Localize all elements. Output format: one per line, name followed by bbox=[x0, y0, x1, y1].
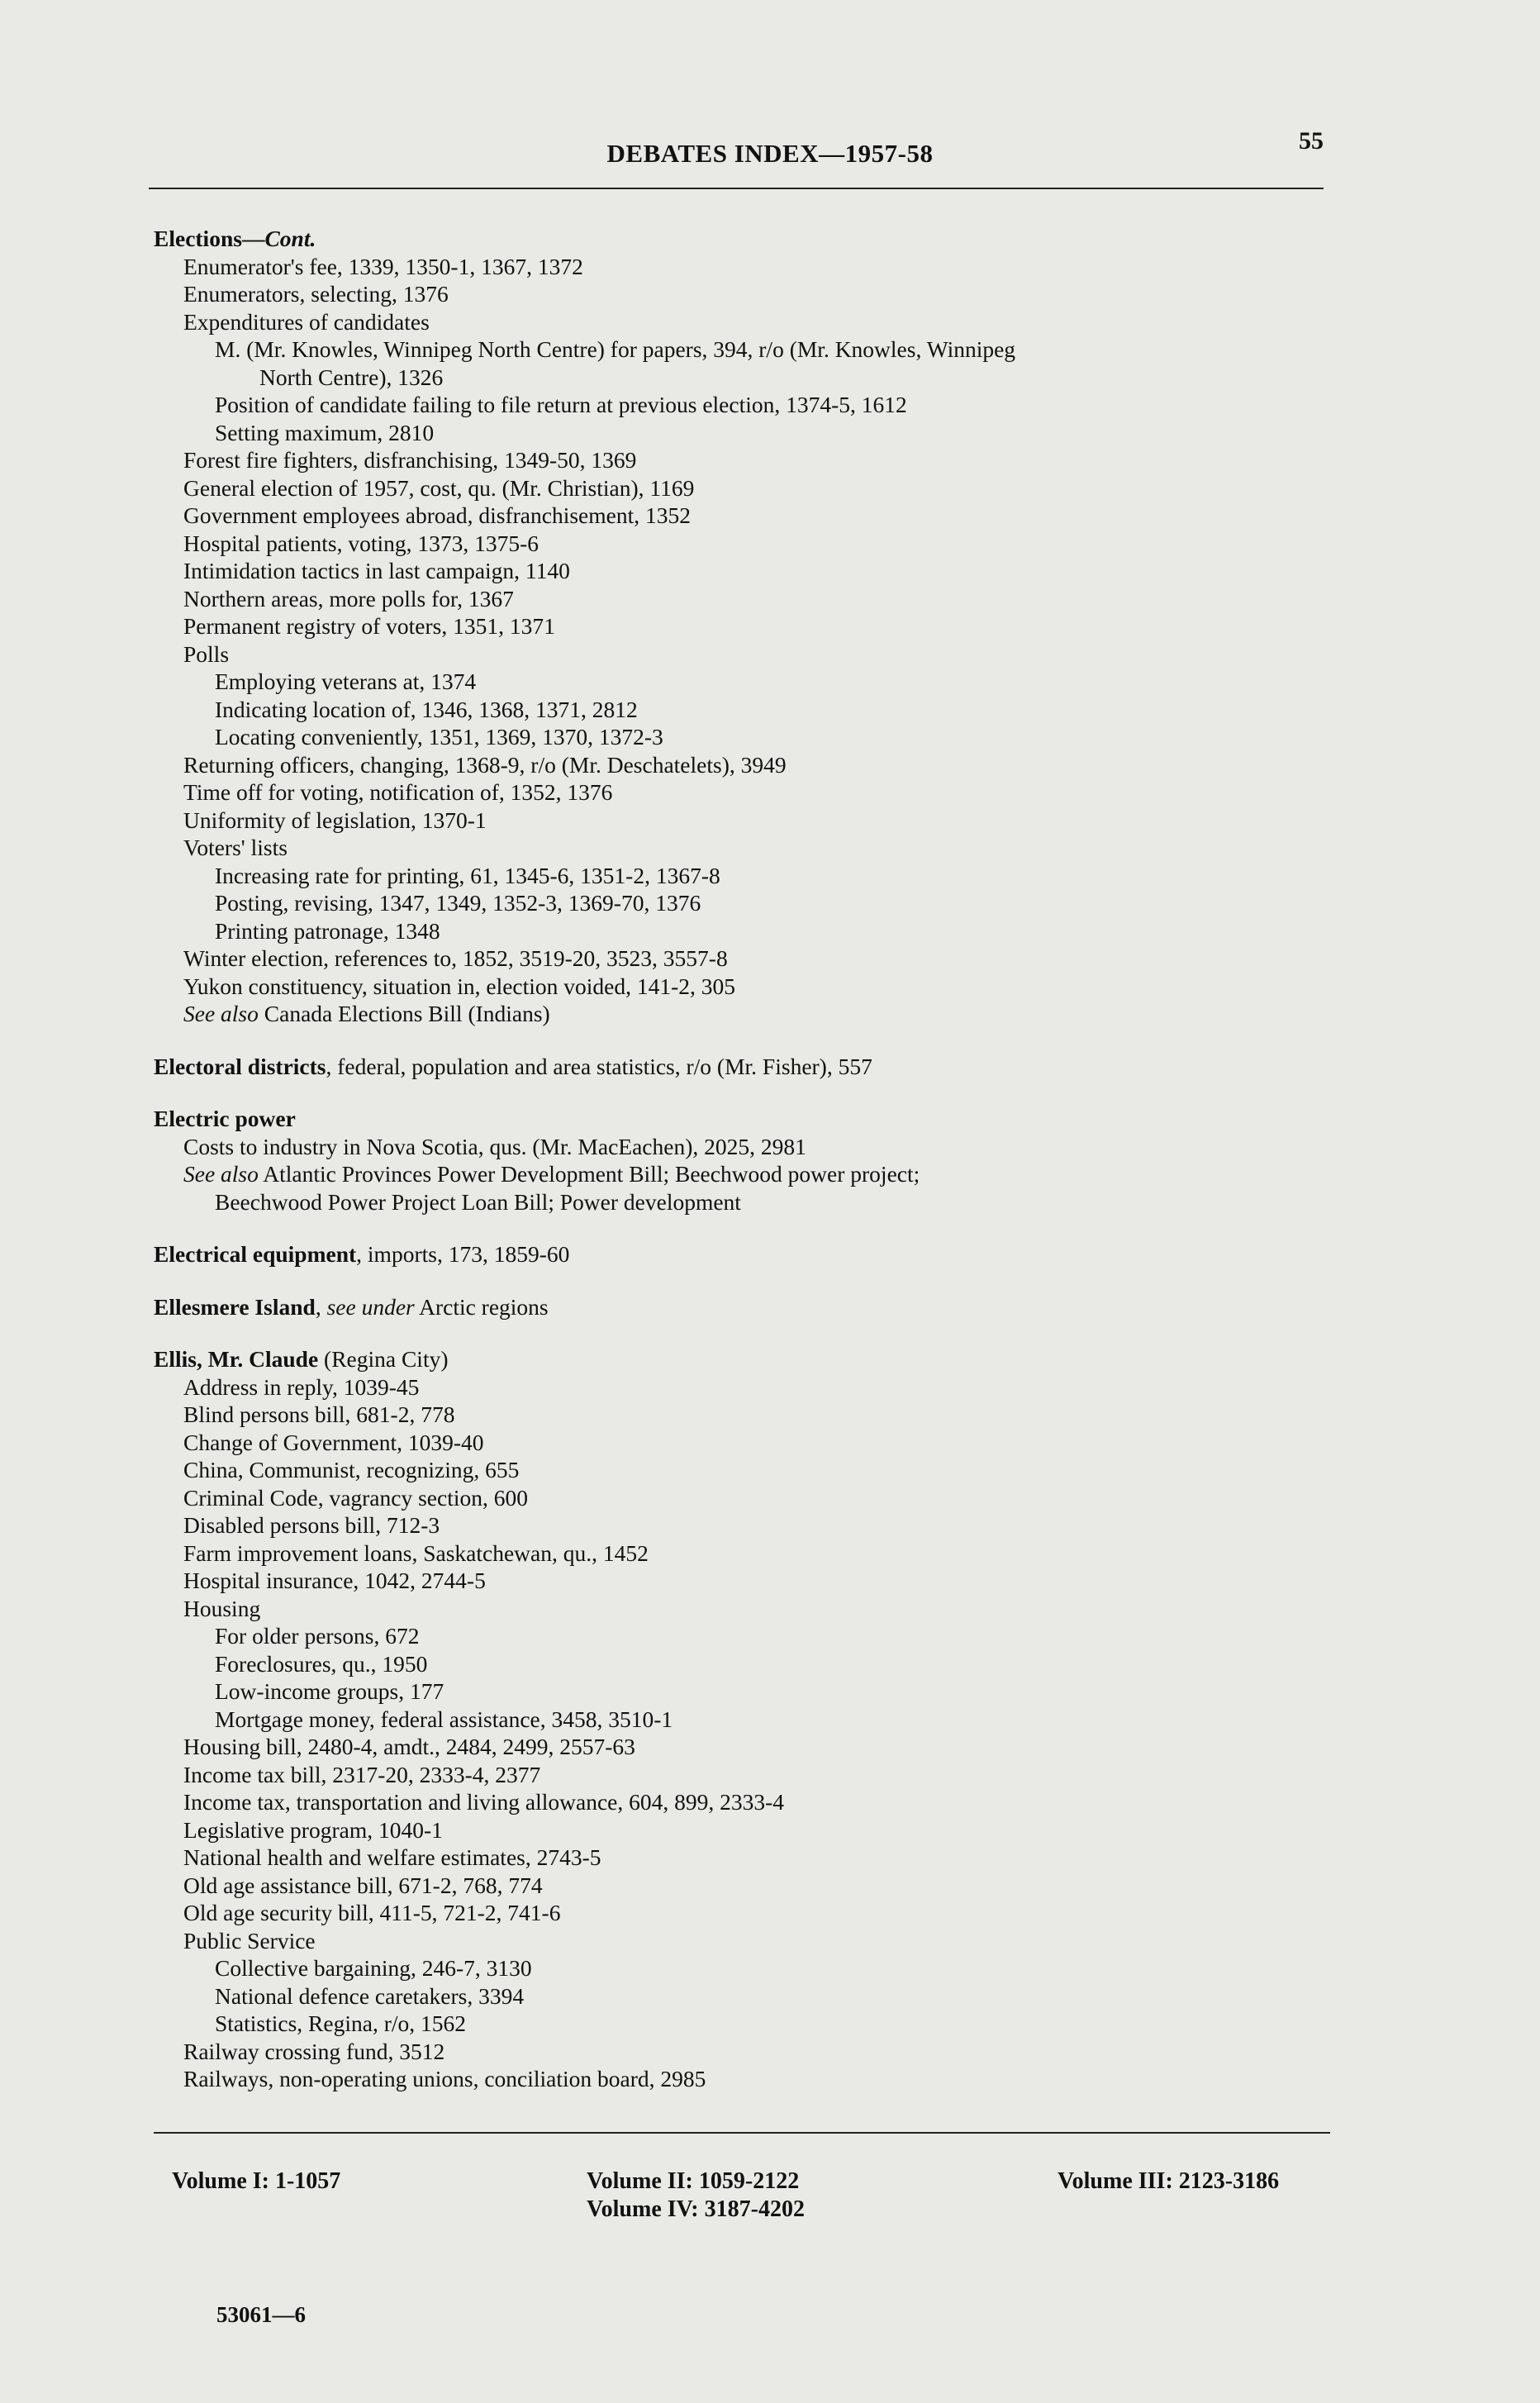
index-entry bbox=[154, 502, 1335, 530]
index-entry bbox=[154, 862, 1335, 890]
index-entry bbox=[154, 419, 1335, 447]
entry-text: Costs to industry in Nova Scotia, qus. (Mr. MacEachen), 2025, 2981 bbox=[183, 1133, 806, 1159]
heading-term: Electric power bbox=[154, 1106, 296, 1131]
entry-text: M. (Mr. Knowles, Winnipeg North Centre) for papers, 394, r/o (Mr. Knowles, Winnipeg bbox=[215, 336, 1016, 362]
index-entry bbox=[154, 1927, 1335, 1955]
entry-text: Permanent registry of voters, 1351, 1371 bbox=[183, 613, 555, 639]
entry-text: Statistics, Regina, r/o, 1562 bbox=[215, 2010, 467, 2036]
volume-2-range: Volume II: 1059-2122 bbox=[587, 2168, 800, 2194]
entry-text: Expenditures of candidates bbox=[183, 308, 430, 335]
entry-text: , imports, 173, 1859-60 bbox=[356, 1241, 570, 1267]
entry-text: Hospital patients, voting, 1373, 1375-6 bbox=[183, 530, 539, 556]
header-rule bbox=[149, 188, 1324, 189]
italic-text: Cont. bbox=[264, 226, 316, 251]
index-entry bbox=[154, 1373, 1335, 1401]
index-entry bbox=[154, 751, 1335, 779]
index-entry bbox=[154, 1761, 1335, 1789]
index-entry bbox=[154, 1816, 1335, 1844]
entry-text: Address in reply, 1039-45 bbox=[183, 1373, 420, 1400]
entry-spacer bbox=[154, 1320, 1335, 1345]
entry-text: Public Service bbox=[183, 1927, 316, 1953]
entry-text: Posting, revising, 1347, 1349, 1352-3, 1369-70, 1376 bbox=[215, 890, 701, 916]
page-title: DEBATES INDEX—1957-58 bbox=[606, 139, 934, 168]
index-entry bbox=[154, 973, 1335, 1001]
entry-text: North Centre), 1326 bbox=[259, 364, 444, 390]
entry-text: Setting maximum, 2810 bbox=[215, 419, 435, 445]
entry-text: Time off for voting, notification of, 1352, 1376 bbox=[183, 779, 613, 805]
entry-text: Yukon constituency, situation in, election voided, 141-2, 305 bbox=[183, 973, 736, 999]
entry-text: Indicating location of, 1346, 1368, 1371, 2812 bbox=[215, 696, 638, 722]
volume-4-range: Volume IV: 3187-4202 bbox=[587, 2196, 805, 2222]
index-entry bbox=[154, 668, 1335, 696]
index-heading bbox=[154, 1105, 1335, 1133]
index-entry bbox=[154, 778, 1335, 807]
index-entry bbox=[154, 1733, 1335, 1761]
index-entry bbox=[154, 1456, 1335, 1484]
entry-text: Locating conveniently, 1351, 1369, 1370, 1372-3 bbox=[215, 724, 663, 749]
heading-term: Ellis, Mr. Claude bbox=[154, 1346, 319, 1372]
index-entry bbox=[154, 1133, 1335, 1161]
entry-text: Northern areas, more polls for, 1367 bbox=[183, 585, 514, 611]
entry-text: For older persons, 672 bbox=[215, 1623, 420, 1649]
entry-text: Income tax, transportation and living allowance, 604, 899, 2333-4 bbox=[183, 1789, 785, 1815]
index-entry bbox=[154, 1622, 1335, 1650]
index-entry bbox=[154, 280, 1335, 308]
entry-text: Polls bbox=[183, 640, 230, 667]
index-heading bbox=[154, 1345, 1335, 1373]
volume-3-range: Volume III: 2123-3186 bbox=[1058, 2168, 1280, 2194]
italic-text: See also bbox=[183, 1001, 259, 1026]
index-entries bbox=[154, 225, 1335, 2093]
entry-text: Housing bbox=[183, 1595, 261, 1621]
entry-text: Railways, non-operating unions, conciliation board, 2985 bbox=[183, 2066, 706, 2091]
italic-text: see under bbox=[326, 1293, 415, 1320]
index-entry bbox=[154, 2065, 1335, 2093]
index-entry bbox=[154, 1706, 1335, 1734]
index-entry bbox=[154, 253, 1335, 281]
entry-spacer bbox=[154, 1028, 1335, 1053]
entry-text: Position of candidate failing to file return at previous election, 1374-5, 1612 bbox=[215, 392, 907, 417]
index-entry bbox=[154, 308, 1335, 336]
index-entry bbox=[154, 1484, 1335, 1512]
index-entry bbox=[154, 723, 1335, 751]
index-entry bbox=[154, 446, 1335, 474]
index-entry bbox=[154, 1595, 1335, 1623]
index-heading bbox=[154, 225, 1335, 253]
heading-term: Electrical equipment bbox=[154, 1241, 357, 1267]
entry-text: Old age assistance bill, 671-2, 768, 774 bbox=[183, 1872, 543, 1898]
entry-spacer bbox=[154, 1268, 1335, 1293]
entry-text: , bbox=[315, 1293, 327, 1320]
index-entry bbox=[154, 1954, 1335, 1982]
entry-text: China, Communist, recognizing, 655 bbox=[183, 1457, 520, 1482]
entry-text: Hospital insurance, 1042, 2744-5 bbox=[183, 1568, 486, 1593]
index-entry bbox=[154, 945, 1335, 973]
entry-text: Old age security bill, 411-5, 721-2, 741-6 bbox=[183, 1900, 561, 1925]
index-entry bbox=[154, 2010, 1335, 2038]
entry-spacer bbox=[154, 1216, 1335, 1240]
entry-text: Forest fire fighters, disfranchising, 1349-50, 1369 bbox=[183, 447, 637, 473]
index-entry bbox=[154, 1677, 1335, 1706]
heading-term: Electoral districts bbox=[154, 1053, 326, 1079]
entry-text: Government employees abroad, disfranchisement, 1352 bbox=[183, 502, 691, 528]
entry-text: , federal, population and area statistics, r/o (Mr. Fisher), 557 bbox=[326, 1053, 872, 1079]
index-entry bbox=[154, 640, 1335, 669]
index-entry bbox=[154, 1160, 1335, 1188]
index-entry bbox=[154, 1188, 1335, 1216]
entry-text: Change of Government, 1039-40 bbox=[183, 1429, 484, 1455]
print-code: 53061—6 bbox=[216, 2302, 306, 2327]
entry-text: Farm improvement loans, Saskatchewan, qu., 1452 bbox=[183, 1539, 649, 1566]
index-entry bbox=[154, 585, 1335, 613]
entry-text: Uniformity of legislation, 1370-1 bbox=[183, 807, 487, 833]
italic-text: See also bbox=[183, 1161, 259, 1187]
index-entry bbox=[154, 1000, 1335, 1028]
entry-text: Disabled persons bill, 712-3 bbox=[183, 1512, 440, 1538]
index-entry bbox=[154, 391, 1335, 419]
index-entry bbox=[154, 1429, 1335, 1457]
index-heading bbox=[154, 1293, 1335, 1321]
entry-text: Employing veterans at, 1374 bbox=[215, 669, 477, 694]
index-entry bbox=[154, 1401, 1335, 1429]
entry-text: Income tax bill, 2317-20, 2333-4, 2377 bbox=[183, 1761, 541, 1787]
entry-text: Voters' lists bbox=[183, 835, 288, 860]
entry-text: Increasing rate for printing, 61, 1345-6, 1351-2, 1367-8 bbox=[215, 862, 720, 888]
entry-text: Winter election, references to, 1852, 3519-20, 3523, 3557-8 bbox=[183, 945, 728, 971]
entry-text: Housing bill, 2480-4, amdt., 2484, 2499, 2557-63 bbox=[183, 1734, 635, 1759]
entry-text: National defence caretakers, 3394 bbox=[215, 1982, 525, 2009]
entry-text: Printing patronage, 1348 bbox=[215, 917, 440, 944]
volume-1-range: Volume I: 1-1057 bbox=[172, 2168, 341, 2194]
index-entry bbox=[154, 2038, 1335, 2066]
index-entry bbox=[154, 364, 1335, 392]
index-entry bbox=[154, 807, 1335, 835]
page-number: 55 bbox=[1299, 127, 1324, 155]
entry-text: Legislative program, 1040-1 bbox=[183, 1816, 443, 1843]
entry-text: Enumerator's fee, 1339, 1350-1, 1367, 1372 bbox=[183, 253, 583, 279]
index-entry bbox=[154, 1982, 1335, 2010]
entry-text: Intimidation tactics in last campaign, 1140 bbox=[183, 558, 570, 583]
entry-text: General election of 1957, cost, qu. (Mr. Christian), 1169 bbox=[183, 474, 695, 501]
footer-rule bbox=[154, 2132, 1330, 2134]
index-entry bbox=[154, 696, 1335, 724]
entry-text: Enumerators, selecting, 1376 bbox=[183, 281, 449, 307]
entry-spacer bbox=[154, 1080, 1335, 1105]
index-entry bbox=[154, 530, 1335, 558]
entry-text: Criminal Code, vagrancy section, 600 bbox=[183, 1484, 528, 1511]
index-entry bbox=[154, 1650, 1335, 1678]
index-entry bbox=[154, 1899, 1335, 1927]
index-entry bbox=[154, 1567, 1335, 1595]
entry-text: National health and welfare estimates, 2743-5 bbox=[183, 1844, 601, 1870]
index-entry bbox=[154, 474, 1335, 502]
index-entry bbox=[154, 1539, 1335, 1568]
index-entry bbox=[154, 1788, 1335, 1816]
index-entry bbox=[154, 917, 1335, 945]
entry-text: Blind persons bill, 681-2, 778 bbox=[183, 1401, 455, 1427]
entry-text: Atlantic Provinces Power Development Bill; Beechwood power project; bbox=[258, 1161, 920, 1187]
index-entry bbox=[154, 1511, 1335, 1539]
entry-text: Foreclosures, qu., 1950 bbox=[215, 1650, 428, 1677]
entry-text: Low-income groups, 177 bbox=[215, 1678, 444, 1704]
entry-text: Railway crossing fund, 3512 bbox=[183, 2038, 445, 2064]
index-entry bbox=[154, 612, 1335, 640]
entry-text: Mortgage money, federal assistance, 3458, 3510-1 bbox=[215, 1706, 673, 1732]
index-entry bbox=[154, 557, 1335, 585]
index-heading bbox=[154, 1053, 1335, 1081]
index-entry bbox=[154, 889, 1335, 917]
entry-text: (Regina City) bbox=[318, 1346, 449, 1372]
index-entry bbox=[154, 834, 1335, 862]
index-entry bbox=[154, 1844, 1335, 1872]
index-entry bbox=[154, 335, 1335, 364]
heading-term: Ellesmere Island bbox=[154, 1293, 316, 1320]
index-entry bbox=[154, 1872, 1335, 1900]
entry-text: Returning officers, changing, 1368-9, r/o (Mr. Deschatelets), 3949 bbox=[183, 751, 787, 778]
heading-term: Elections— bbox=[154, 226, 265, 251]
entry-text: Collective bargaining, 246-7, 3130 bbox=[215, 1955, 532, 1981]
index-heading bbox=[154, 1240, 1335, 1268]
entry-text: Canada Elections Bill (Indians) bbox=[258, 1001, 550, 1026]
entry-text: Beechwood Power Project Loan Bill; Power development bbox=[215, 1188, 741, 1215]
entry-text: Arctic regions bbox=[414, 1293, 549, 1320]
